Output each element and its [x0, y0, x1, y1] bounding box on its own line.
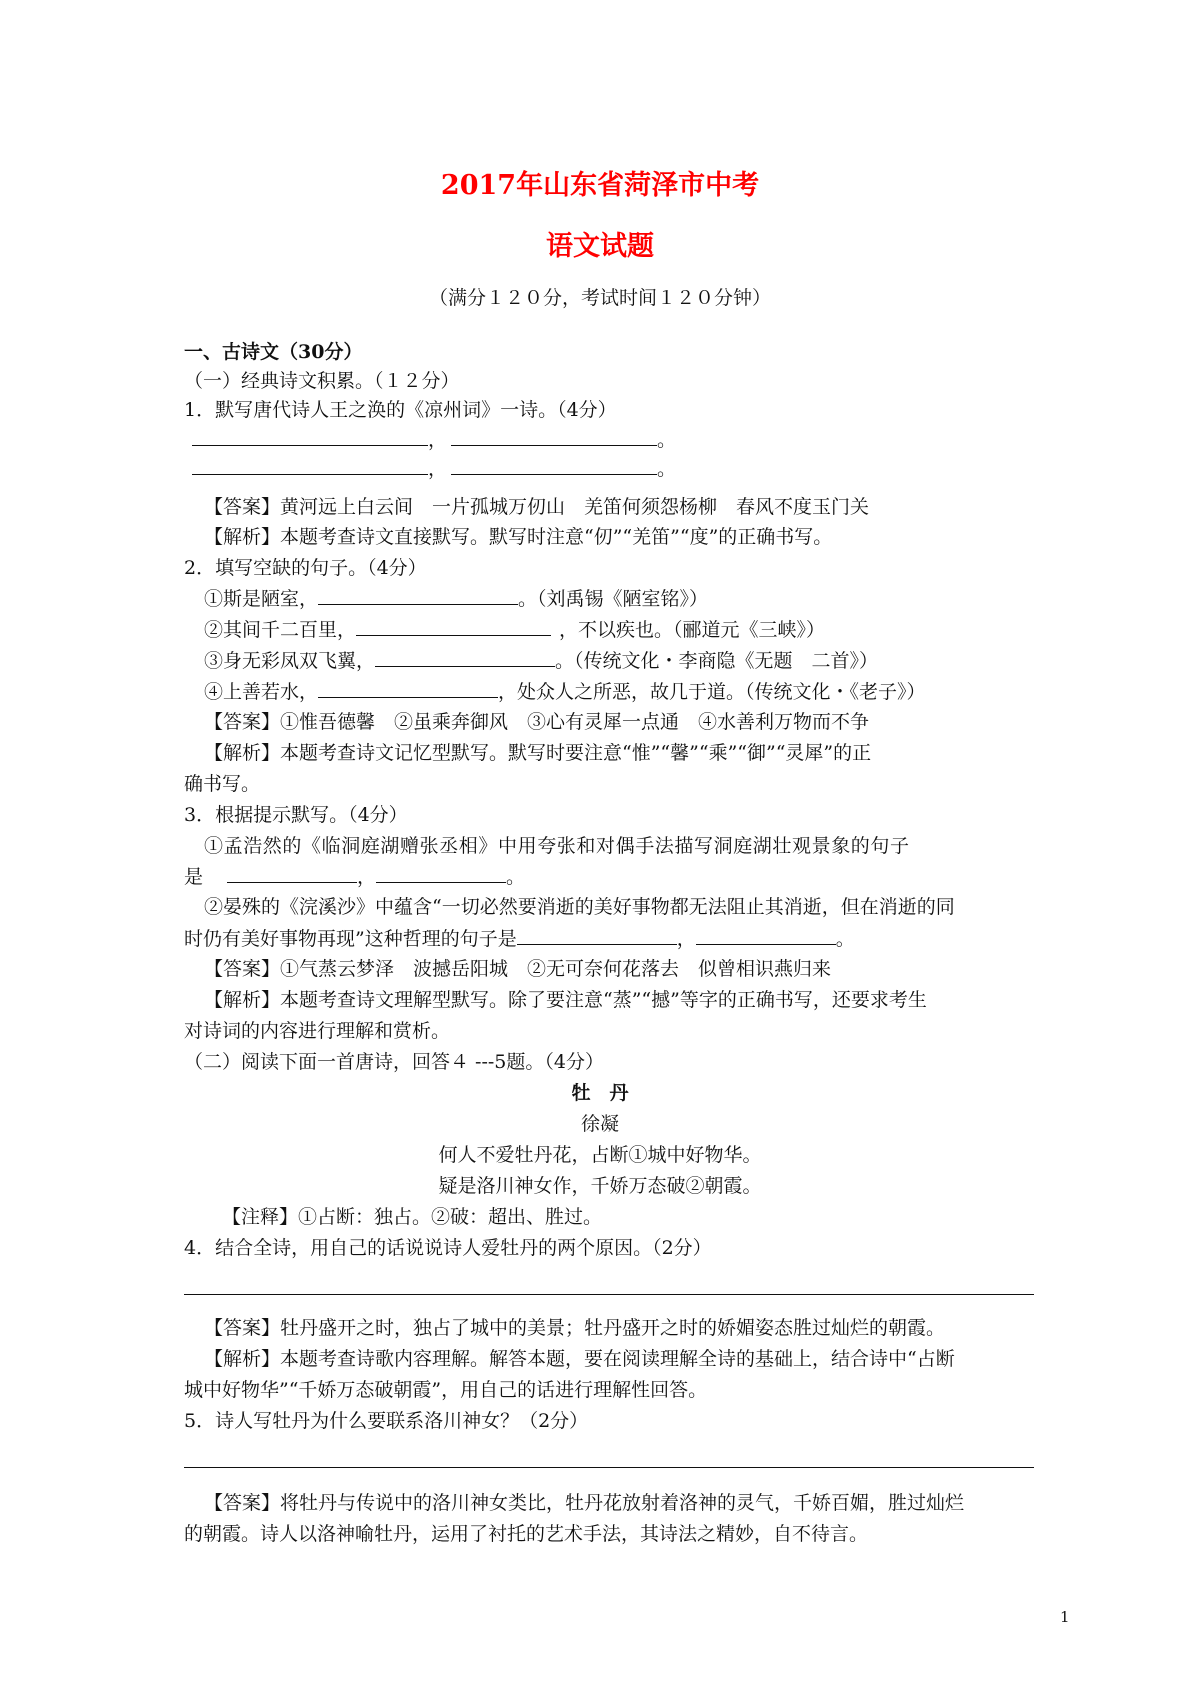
- answer-5-line-2: 的朝霞。诗人以洛神喻牡丹，运用了衬托的艺术手法，其诗法之精妙，自不待言。: [184, 1523, 869, 1545]
- answer-blank[interactable]: [517, 926, 677, 945]
- answer-blank[interactable]: [451, 427, 657, 446]
- answer-blank-row-2: ， 。: [192, 456, 676, 481]
- answer-blank[interactable]: [356, 617, 551, 636]
- explanation-2-line-2: 确书写。: [184, 773, 261, 795]
- answer-3: 【答案】①气蒸云梦泽 波撼岳阳城 ②无可奈何花落去 似曾相识燕归来: [204, 958, 832, 980]
- poem-line-2: 疑是洛川神女作，千娇万态破②朝霞。: [438, 1175, 762, 1197]
- answer-blank[interactable]: [192, 427, 428, 446]
- answer-blank[interactable]: [696, 926, 836, 945]
- answer-line[interactable]: [184, 1467, 1034, 1468]
- explanation-4-line-1: 【解析】本题考查诗歌内容理解。解答本题，要在阅读理解全诗的基础上，结合诗中“占断: [204, 1348, 955, 1370]
- answer-blank[interactable]: [376, 864, 506, 883]
- page-number: 1: [1060, 1608, 1070, 1626]
- answer-2: 【答案】①惟吾德馨 ②虽乘奔御风 ③心有灵犀一点通 ④水善利万物而不争: [204, 711, 870, 733]
- explanation-1: 【解析】本题考查诗文直接默写。默写时注意“仞”“羌笛”“度”的正确书写。: [204, 526, 833, 548]
- poem-title: 牡 丹: [571, 1082, 629, 1104]
- subsection-heading-1: （一）经典诗文积累。（１２分）: [184, 370, 460, 392]
- question-3-item-2-line-2: 时仍有美好事物再现”这种哲理的句子是 ， 。: [184, 928, 855, 950]
- question-2-item-4: ④上善若水， ，处众人之所恶，故几于道。（传统文化・《老子》）: [204, 681, 926, 703]
- explanation-4-line-2: 城中好物华”“千娇万态破朝霞”，用自己的话进行理解性回答。: [184, 1379, 708, 1401]
- question-2-item-2: ②其间千二百里， ，不以疾也。（郦道元《三峡》）: [204, 619, 826, 641]
- question-2-item-1: ①斯是陋室， 。（刘禹锡《陋室铭》）: [204, 588, 709, 610]
- subsection-heading-2: （二）阅读下面一首唐诗，回答４ ---5题。（4分）: [184, 1051, 604, 1073]
- section-heading-1: 一、古诗文（30分）: [184, 341, 363, 363]
- answer-line[interactable]: [184, 1294, 1034, 1295]
- answer-blank[interactable]: [318, 586, 518, 605]
- answer-blank[interactable]: [375, 648, 555, 667]
- explanation-3-line-1: 【解析】本题考查诗文理解型默写。除了要注意“蒸”“撼”等字的正确书写，还要求考生: [204, 989, 927, 1011]
- document-title: 2017年山东省菏泽市中考: [440, 170, 760, 201]
- document-subtitle: 语文试题: [546, 231, 654, 262]
- question-3: 3．根据提示默写。（4分）: [184, 804, 408, 826]
- poem-annotation: 【注释】①占断：独占。②破：超出、胜过。: [222, 1206, 603, 1228]
- poem-author: 徐凝: [580, 1113, 619, 1135]
- question-2: 2．填写空缺的句子。（4分）: [184, 557, 427, 579]
- question-3-item-2-line-1: ②晏殊的《浣溪沙》中蕴含“一切必然要消逝的美好事物都无法阻止其消逝，但在消逝的同: [204, 896, 955, 918]
- question-3-item-1-line-1: ①孟浩然的《临洞庭湖赠张丞相》中用夸张和对偶手法描写洞庭湖壮观景象的句子: [204, 835, 910, 857]
- answer-5-line-1: 【答案】将牡丹与传说中的洛川神女类比，牡丹花放射着洛神的灵气，千娇百媚，胜过灿烂: [204, 1492, 965, 1514]
- poem-line-1: 何人不爱牡丹花，占断①城中好物华。: [438, 1144, 762, 1166]
- explanation-3-line-2: 对诗词的内容进行理解和赏析。: [184, 1020, 451, 1042]
- question-2-item-3: ③身无彩凤双飞翼， 。（传统文化・李商隐《无题 二首》）: [204, 650, 879, 672]
- explanation-2-line-1: 【解析】本题考查诗文记忆型默写。默写时要注意“惟”“馨”“乘”“御”“灵犀”的正: [204, 742, 872, 764]
- answer-blank[interactable]: [318, 679, 498, 698]
- answer-4: 【答案】牡丹盛开之时，独占了城中的美景；牡丹盛开之时的娇媚姿态胜过灿烂的朝霞。: [204, 1317, 946, 1339]
- question-3-item-1-line-2: 是 ， 。: [184, 866, 526, 888]
- exam-note: （满分１２０分，考试时间１２０分钟）: [428, 287, 771, 309]
- answer-blank[interactable]: [192, 456, 428, 475]
- question-5: 5．诗人写牡丹为什么要联系洛川神女？（2分）: [184, 1410, 589, 1432]
- answer-1: 【答案】黄河远上白云间 一片孤城万仞山 羌笛何须怨杨柳 春风不度玉门关: [204, 496, 870, 518]
- answer-blank-row-1: ， 。: [192, 427, 676, 452]
- answer-blank[interactable]: [227, 864, 357, 883]
- question-1: 1．默写唐代诗人王之涣的《凉州词》一诗。（4分）: [184, 399, 617, 421]
- answer-blank[interactable]: [451, 456, 657, 475]
- question-4: 4．结合全诗，用自己的话说说诗人爱牡丹的两个原因。（2分）: [184, 1237, 712, 1259]
